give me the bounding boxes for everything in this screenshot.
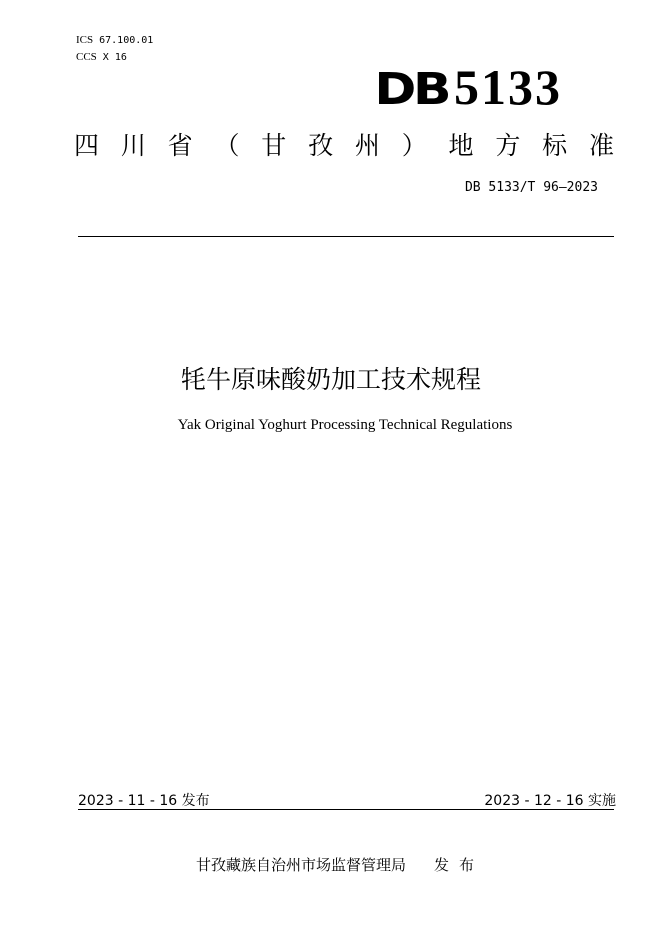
ics-label: ICS [76, 34, 94, 46]
issue-action: 发布 [434, 856, 485, 874]
footer-divider [78, 809, 614, 810]
title-char: 地 [448, 131, 474, 160]
title-char: 四 [74, 131, 100, 160]
ics-code: 67.100.01 [99, 35, 154, 46]
title-char: 川 [120, 131, 146, 160]
db-logo-number: 5133 [454, 59, 562, 115]
db-logo-prefix: DB [374, 64, 448, 115]
title-char: 甘 [261, 131, 287, 160]
ccs-label: CCS [76, 51, 97, 63]
classification-codes [76, 32, 153, 66]
document-title-cn: 牦牛原味酸奶加工技术规程 [180, 365, 481, 394]
db-logo [374, 58, 562, 116]
title-char: 州 [354, 131, 380, 160]
title-char: （ [214, 131, 240, 160]
header-divider [78, 236, 614, 237]
implement-date: 2023 - 12 - 16 实施 [484, 793, 616, 809]
title-char: ） [401, 131, 427, 160]
title-char: 标 [542, 131, 568, 160]
issuing-authority [196, 854, 484, 875]
title-char: 省 [167, 131, 193, 160]
title-char: 孜 [308, 131, 334, 160]
ccs-line [76, 49, 153, 66]
issuer-name: 甘孜藏族自治州市场监督管理局 [196, 856, 407, 874]
title-char: 方 [495, 131, 521, 160]
standard-number: DB 5133/T 96—2023 [464, 180, 598, 195]
issue-date: 2023 - 11 - 16 发布 [78, 793, 210, 809]
ics-line [76, 32, 153, 49]
ccs-code: X 16 [102, 52, 127, 63]
title-char: 准 [588, 131, 614, 160]
document-title-en: Yak Original Yoghurt Processing Technical Regulations [177, 417, 513, 433]
standard-category-title [74, 126, 614, 162]
